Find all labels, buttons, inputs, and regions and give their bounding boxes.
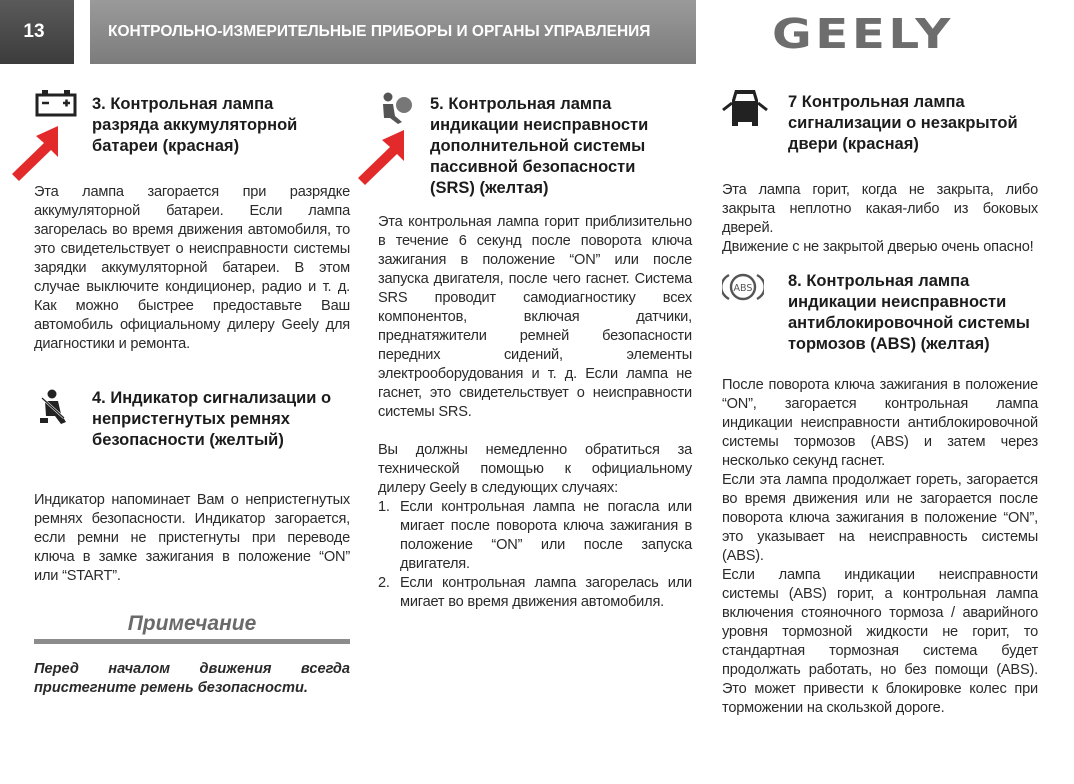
battery-warning-icon [34, 88, 78, 118]
column-left [34, 84, 350, 698]
abs-text-1: После поворота ключа зажигания в положение “ON”, загорается контрольная лампа индикации неисправности антиблокировочной системы тормозов (ABS) и затем через несколько секунд гаснет. [722, 377, 1038, 469]
srs-cases-list [378, 498, 692, 612]
srs-text: Эта контрольная лампа горит приблизительно в течение 6 секунд после поворота ключа зажигания в положение “ON” или после запуска двигателя, после чего гаснет. Система SRS проводит самодиагностику всех компонентов, включая датчики, преднатяжители ремней безопасности передних сидений, элементы электрооборудования и т. д. Если лампа не гаснет, это свидетельствует о неисправности системы SRS. [378, 214, 692, 420]
note-title: Примечание [34, 612, 350, 644]
red-arrow-icon [8, 124, 60, 184]
abs-heading: 8. Контрольная лампа индикации неисправности антиблокировочной системы тормозов (ABS) (желтая) [788, 272, 1030, 353]
red-arrow-icon [354, 128, 406, 188]
door-warning: Движение с не закрытой дверью очень опасно! [722, 239, 1034, 255]
seatbelt-icon [36, 388, 72, 426]
srs-section-header [378, 84, 692, 199]
airbag-icon [378, 92, 414, 124]
battery-section-header [34, 84, 350, 157]
list-item: 1. Если контрольная лампа не погасла или мигает после поворота ключа зажигания в положение “ON” или после запуска двигателя. [378, 499, 692, 572]
abs-icon [722, 271, 764, 303]
column-middle [378, 84, 692, 612]
door-section-header [722, 84, 1038, 155]
seatbelt-text: Индикатор напоминает Вам о непристегнутых ремнях безопасности. Индикатор загорается, если ремни не пристегнуты при переводе ключа в замке зажигания в положение “ON” или “START”. [34, 492, 350, 584]
section-title: КОНТРОЛЬНО-ИЗМЕРИТЕЛЬНЫЕ ПРИБОРЫ И ОРГАНЫ УПРАВЛЕНИЯ [90, 0, 696, 64]
srs-heading: 5. Контрольная лампа индикации неисправности дополнительной системы пассивной безопасности (SRS) (желтая) [430, 95, 649, 197]
seatbelt-heading: 4. Индикатор сигнализации о непристегнутых ремнях безопасности (желтый) [92, 389, 332, 449]
door-open-icon [722, 86, 768, 130]
abs-text-3: Если лампа индикации неисправности системы (ABS) горит, а контрольная лампа включения стояночного тормоза / аварийного уровня тормозной жидкости не горит, то стандартная тормозная система будет продолжать работать, но без помощи (ABS). Это может привести к блокировке колес при торможении на скользкой дороге. [722, 567, 1038, 716]
door-heading: 7 Контрольная лампа сигнализации о незакрытой двери (красная) [788, 93, 1018, 153]
door-text: Эта лампа горит, когда не закрыта, либо закрыта неплотно какая-либо из боковых дверей. [722, 182, 1038, 236]
list-item: 2. Если контрольная лампа загорелась или мигает во время движения автомобиля. [378, 575, 692, 610]
battery-heading: 3. Контрольная лампа разряда аккумуляторной батареи (красная) [92, 95, 298, 155]
abs-text-2: Если эта лампа продолжает гореть, загорается во время движения или не загорается после поворота ключа зажигания в положение “ON”, это указывает на неисправность системы (ABS). [722, 472, 1038, 564]
abs-section-header [722, 271, 1038, 355]
srs-contact-text: Вы должны немедленно обратиться за технической помощью к официальному дилеру Geely в следующих случаях: [378, 442, 692, 496]
battery-text: Эта лампа загорается при разрядке аккумуляторной батареи. Если лампа загорелась во время движения автомобиля, то это свидетельствует о неисправности системы зарядки аккумуляторной батареи. В этом случае выключите кондиционер, радио и т. д. Как можно быстрее предоставьте Ваш автомобиль официальному дилеру Geely для диагностики и ремонта. [34, 184, 350, 352]
seatbelt-section-header [34, 388, 350, 451]
svg-text:ABS: ABS [733, 283, 753, 294]
page-number: 13 [0, 0, 74, 64]
column-right [722, 84, 1038, 718]
page-header [0, 0, 1074, 64]
note-text: Перед началом движения всегда пристегните ремень безопасности. [34, 661, 350, 696]
geely-logo: GEELY [772, 10, 954, 58]
